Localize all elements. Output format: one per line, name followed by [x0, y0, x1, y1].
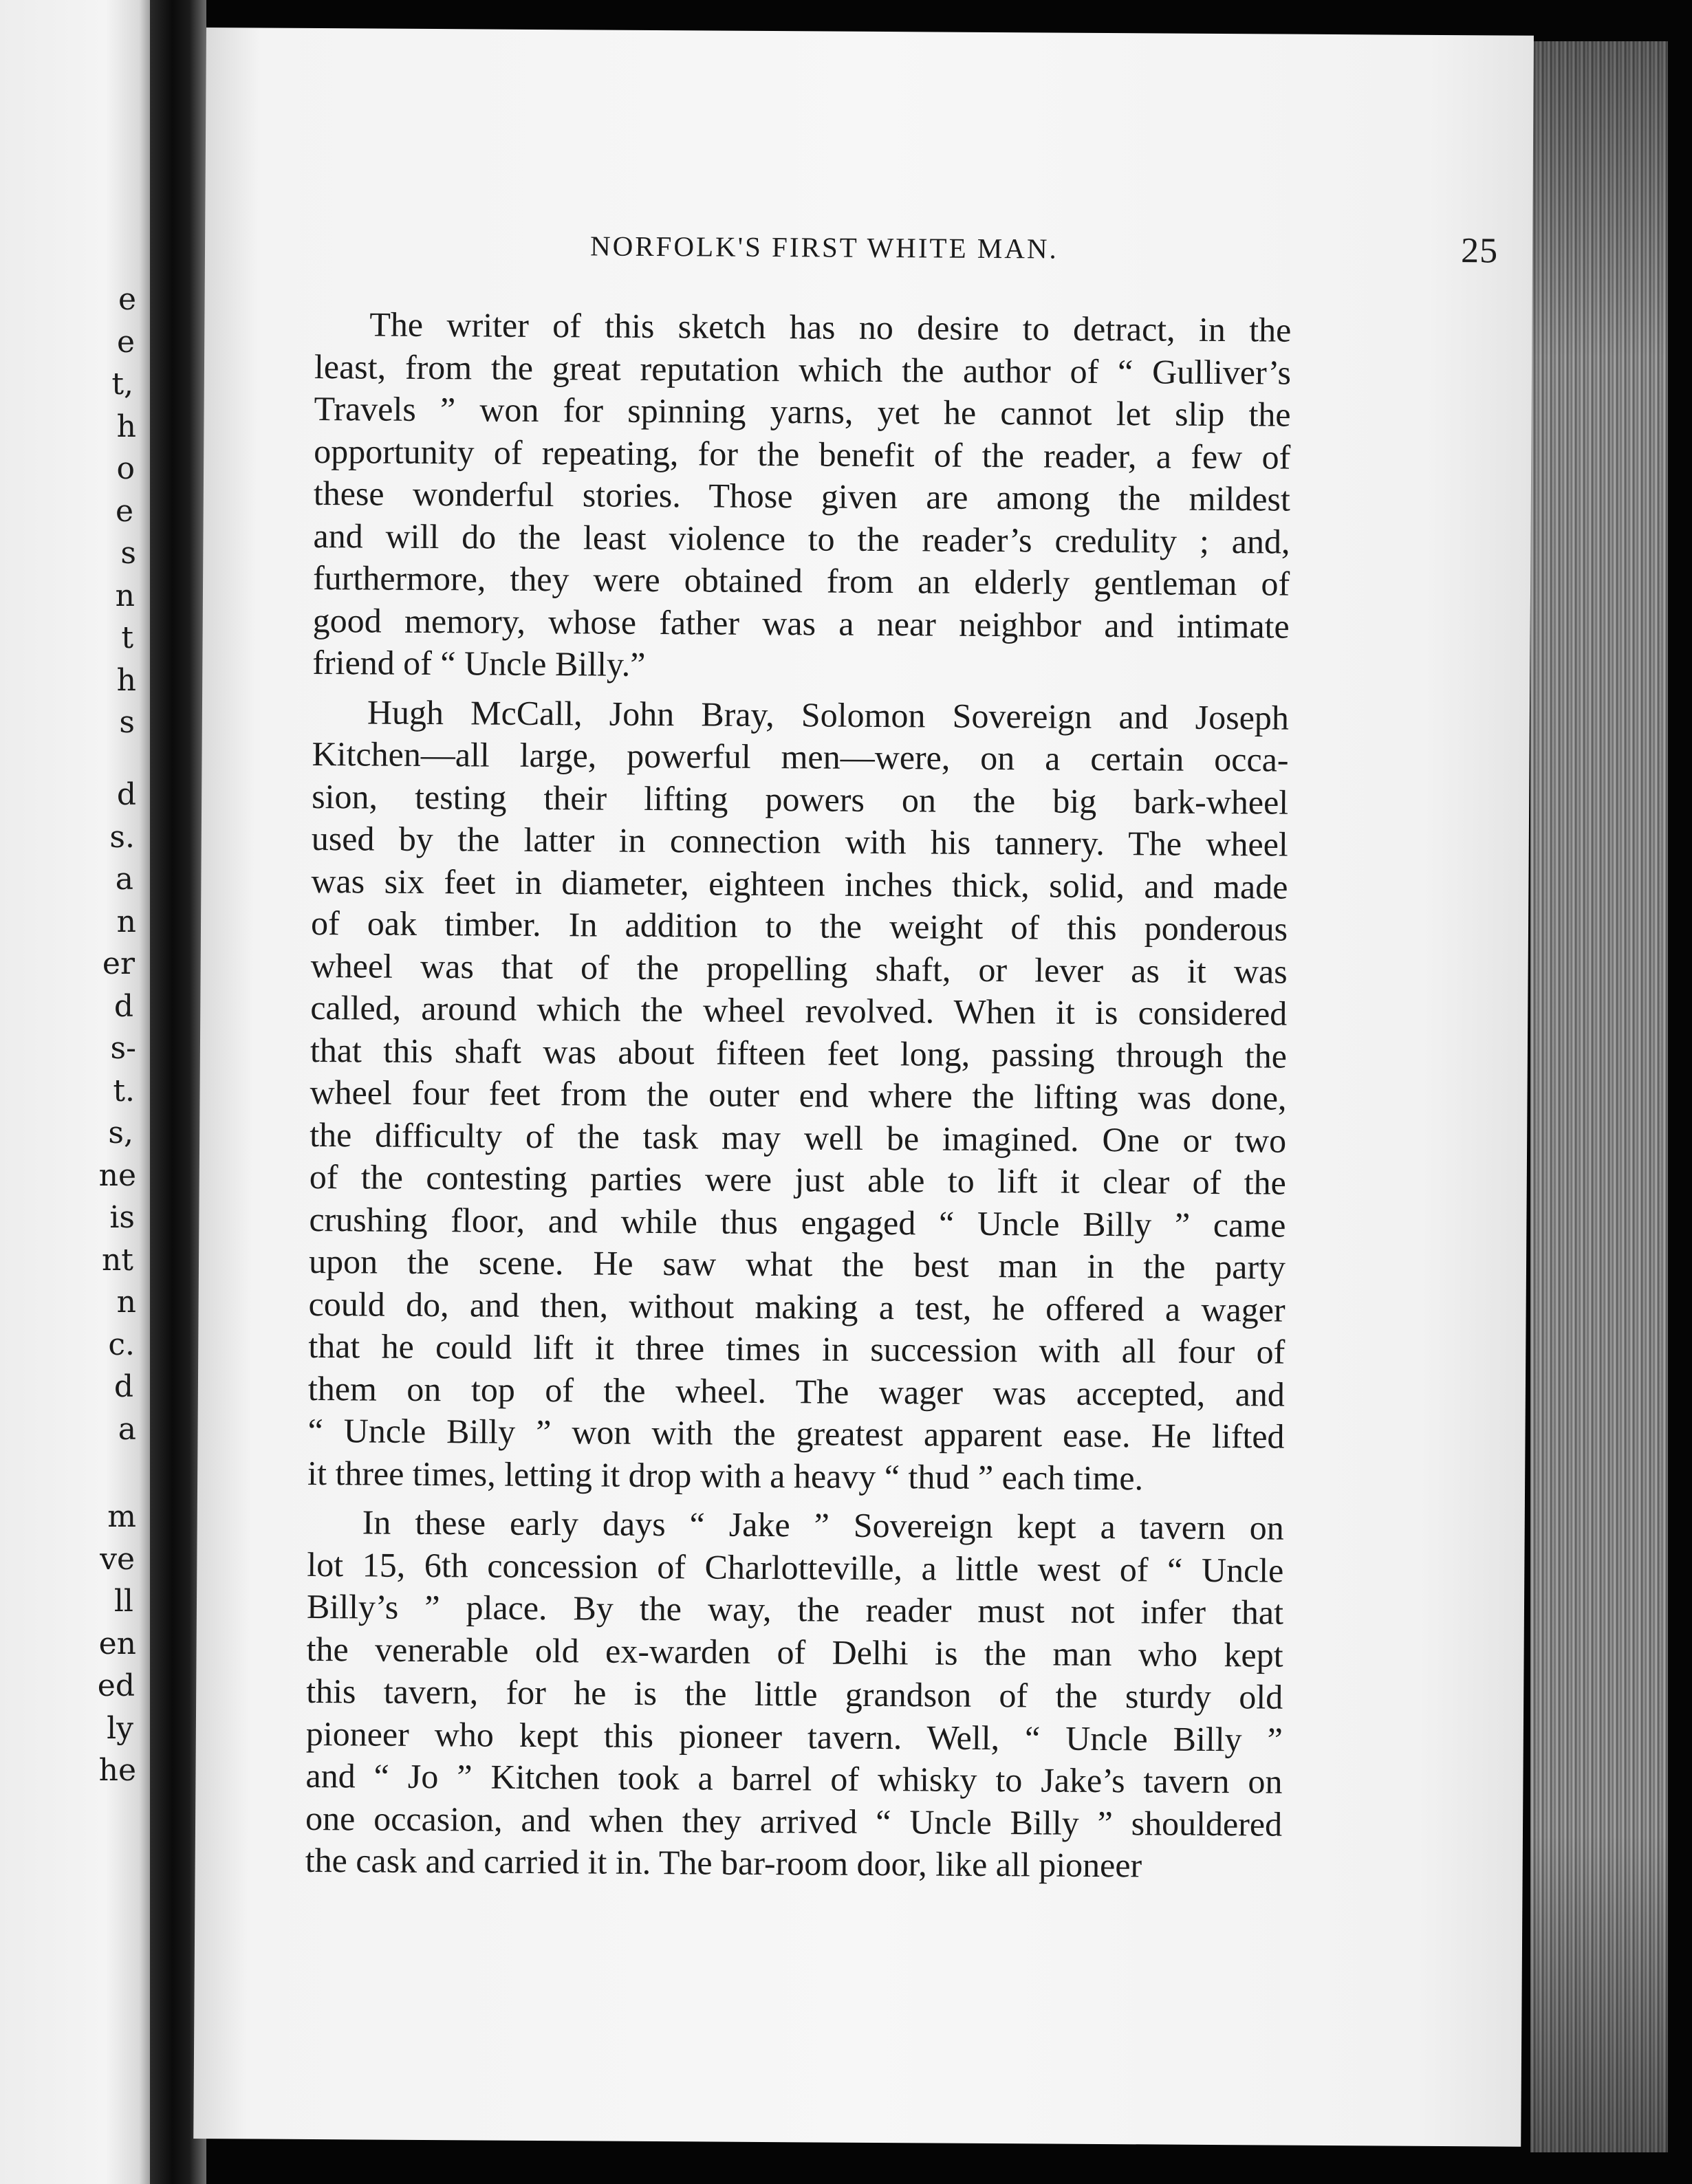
text-line: upon the scene. He saw what the best man in the party — [308, 1241, 1286, 1287]
text-line: In these early days “ Jake ” Sovereign kept a tavern on — [362, 1503, 1284, 1547]
running-head-title: NORFOLK'S FIRST WHITE MAN. — [589, 230, 1059, 265]
facing-page-fragment: he — [98, 1753, 136, 1788]
facing-page-fragment: d — [113, 1369, 133, 1404]
text-line: them on top of the wheel. The wager was accepted, and — [307, 1368, 1286, 1414]
text-line: “ Uncle Billy ” won with the greatest apparent ease. He lifted — [307, 1410, 1285, 1456]
paragraph — [307, 690, 1289, 1500]
facing-page-fragment: s. — [109, 819, 135, 855]
running-head — [589, 229, 1499, 271]
facing-page-fragment: ll — [113, 1584, 133, 1619]
facing-page-fragment: e — [118, 282, 136, 317]
facing-page-fragment: a — [118, 1411, 136, 1447]
facing-page-fragment: ed — [97, 1668, 135, 1703]
text-line: The writer of this sketch has no desire to detract, in the — [369, 305, 1292, 349]
paragraph — [305, 1501, 1284, 1888]
book-page — [193, 28, 1534, 2147]
facing-page-fragment: s, — [108, 1115, 133, 1150]
facing-page-fragment: er — [102, 946, 135, 981]
text-line: the difficulty of the task may well be imagined. One or two — [310, 1115, 1287, 1160]
text-line: Travels ” won for spinning yarns, yet he cannot let slip the — [314, 389, 1291, 434]
text-line: sion, testing their lifting powers on the big bark-wheel — [312, 776, 1289, 822]
body-text — [305, 303, 1292, 1888]
text-line: furthermore, they were obtained from an elderly gentleman of — [312, 558, 1290, 603]
text-line: one occasion, and when they arrived “ Uncle Billy ” shouldered — [305, 1798, 1283, 1844]
text-line: Hugh McCall, John Bray, Solomon Sovereign and Joseph — [367, 692, 1290, 737]
facing-page-fragment: en — [98, 1626, 136, 1661]
text-line: of oak timber. In addition to the weight of this ponderous — [310, 903, 1288, 948]
text-line: that he could lift it three times in succession with all four of — [308, 1326, 1286, 1371]
text-line: pioneer who kept this pioneer tavern. Well, “ Uncle Billy ” — [305, 1714, 1283, 1759]
paragraph — [312, 303, 1291, 690]
text-line: and “ Jo ” Kitchen took a barrel of whisky to Jake’s tavern on — [305, 1756, 1283, 1801]
text-line: that this shaft was about fifteen feet long, passing through the — [310, 1030, 1288, 1075]
facing-page-fragment: is — [109, 1200, 135, 1235]
facing-page-fragment: m — [107, 1499, 136, 1534]
facing-page-fragment: a — [115, 862, 133, 897]
facing-page-fragment: h — [116, 408, 136, 444]
facing-page-fragment: nt — [101, 1242, 133, 1278]
page-number: 25 — [1460, 231, 1499, 271]
text-line: crushing floor, and while thus engaged “ Uncle Billy ” came — [309, 1199, 1286, 1245]
facing-page-fragment: ve — [100, 1541, 135, 1577]
text-line: and will do the least violence to the reader’s credulity ; and, — [313, 516, 1290, 561]
text-line: wheel was that of the propelling shaft, or lever as it was — [310, 946, 1288, 991]
facing-page-fragment: d — [116, 777, 136, 812]
facing-page-fragment: t. — [113, 1073, 135, 1109]
facing-page-fragment: ne — [98, 1157, 136, 1193]
facing-page-fragment: n — [116, 1285, 136, 1320]
text-line: Kitchen—all large, powerful men—were, on a certain occa- — [312, 734, 1289, 779]
text-line: used by the latter in connection with his tannery. The wheel — [311, 818, 1288, 864]
text-line: the venerable old ex-warden of Delhi is the man who kept — [306, 1629, 1283, 1674]
facing-page-fragment: d — [113, 988, 133, 1024]
facing-page-fragment: e — [116, 324, 135, 360]
facing-page-fragment: e — [115, 493, 133, 529]
facing-page-fragment: c. — [108, 1326, 135, 1362]
facing-page-fragment: o — [116, 451, 135, 486]
text-line: the cask and carried it in. The bar-room door, like all pioneer — [305, 1840, 1142, 1885]
facing-page-fragment: n — [115, 578, 135, 613]
text-line: of the contesting parties were just able to lift it clear of the — [309, 1157, 1286, 1202]
text-line: good memory, whose father was a near neighbor and intimate — [312, 600, 1290, 646]
text-line: this tavern, for he is the little grandson of the sturdy old — [306, 1671, 1283, 1716]
text-line: Billy’s ” place. By the way, the reader must not infer that — [306, 1586, 1284, 1632]
text-line: wheel four feet from the outer end where the lifting was done, — [310, 1072, 1287, 1117]
text-line: was six feet in diameter, eighteen inches thick, solid, and made — [311, 861, 1288, 906]
text-line: opportunity of repeating, for the benefit of the reader, a few of — [314, 431, 1291, 477]
facing-page-fragment: t, — [111, 367, 133, 402]
page-edges-stack — [1530, 41, 1668, 2152]
facing-page-fragment: s — [120, 536, 136, 571]
text-line: it three times, letting it drop with a heavy “ thud ” each time. — [307, 1453, 1144, 1497]
facing-page-fragment: h — [116, 662, 136, 698]
text-line: these wonderful stories. Those given are among the mildest — [313, 473, 1291, 518]
facing-page-fragment: t — [121, 620, 133, 655]
facing-page-fragment: n — [116, 904, 136, 939]
facing-page-fragment: s — [119, 705, 135, 740]
text-line: lot 15, 6th concession of Charlotteville, a little west of “ Uncle — [307, 1544, 1284, 1590]
text-line: friend of “ Uncle Billy.” — [312, 642, 646, 684]
text-line: called, around which the wheel revolved. When it is considered — [310, 987, 1288, 1033]
left-facing-page — [0, 0, 151, 2184]
text-line: could do, and then, without making a test, he offered a wager — [308, 1284, 1286, 1329]
text-line: least, from the great reputation which the author of “ Gulliver’s — [314, 347, 1292, 392]
facing-page-fragment: ly — [107, 1710, 133, 1746]
facing-page-fragment: s- — [110, 1031, 136, 1066]
